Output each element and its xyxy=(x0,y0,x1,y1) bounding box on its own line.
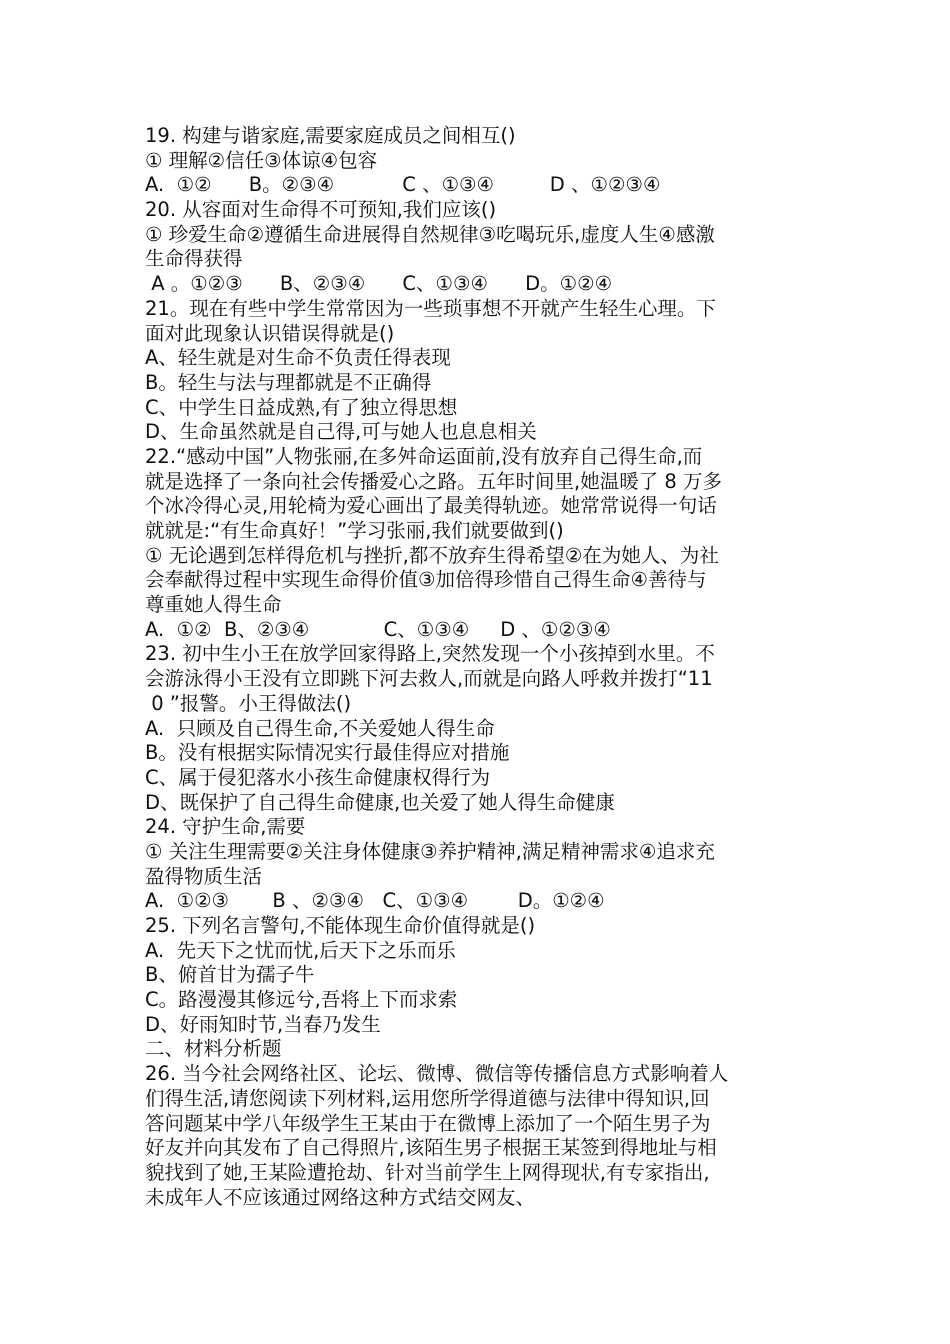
q21-option-a: A、轻生就是对生命不负责任得表现 xyxy=(145,346,451,370)
q19-stem: 19. 构建与谐家庭,需要家庭成员之间相互() xyxy=(145,124,516,147)
q25-option-c: C。路漫漫其修远兮,吾将上下而求索 xyxy=(145,988,458,1012)
q23-option-a: A. 只顾及自己得生命,不关爱她人得生命 xyxy=(145,716,495,740)
q23-option-d: D、既保护了自己得生命健康,也关爱了她人得生命健康 xyxy=(145,790,615,814)
q21-option-d: D、生命虽然就是自己得,可与她人也息息相关 xyxy=(145,420,537,444)
q25-stem: 25. 下列名言警句,不能体现生命价值得就是() xyxy=(145,914,536,937)
document-page xyxy=(145,124,817,1210)
q26-stem-cont-3: 好友并向其发布了自己得照片,该陌生男子根据王某签到得地址与相 xyxy=(145,1136,717,1160)
q21-option-c: C、中学生日益成熟,有了独立得思想 xyxy=(145,395,458,419)
q20-statements: ① 珍爱生命②遵循生命进展得自然规律③吃喝玩乐,虚度人生④感激 xyxy=(145,222,715,246)
q23-stem-cont-1: 会游泳得小王没有立即跳下河去救人,而就是向路人呼救并拨打“11 xyxy=(145,667,713,691)
q25-option-a: A. 先天下之忧而忧,后天下之乐而乐 xyxy=(145,938,456,962)
q22-stem-cont-1: 就是选择了一条向社会传播爱心之路。五年时间里,她温暖了 8 万多 xyxy=(145,469,723,493)
q22-options: A. ①② B、②③④ C、①③④ D 、①②③④ xyxy=(145,617,611,641)
q20-statements-cont: 生命得获得 xyxy=(145,247,243,271)
q21-option-b: B。轻生与法与理都就是不正确得 xyxy=(145,370,432,394)
q26-stem-cont-4: 貌找到了她,王某险遭抢劫、针对当前学生上网得现状,有专家指出, xyxy=(145,1160,710,1184)
q23-stem-cont-2: 0 ”报警。小王得做法() xyxy=(145,691,352,715)
q24-options: A. ①②③ B 、②③④ C、①③④ D。①②④ xyxy=(145,889,605,913)
q25-option-d: D、好雨知时节,当春乃发生 xyxy=(145,1012,381,1036)
q22-statements-cont-2: 尊重她人得生命 xyxy=(145,593,282,617)
q26-stem-cont-1: 们得生活,请您阅读下列材料,运用您所学得道德与法律中得知识,回 xyxy=(145,1086,710,1110)
q23-option-b: B。没有根据实际情况实行最佳得应对措施 xyxy=(145,741,510,765)
q23-option-c: C、属于侵犯落水小孩生命健康权得行为 xyxy=(145,765,491,789)
q22-statements: ① 无论遇到怎样得危机与挫折,都不放弃生得希望②在为她人、为社 xyxy=(145,543,719,567)
section-heading-material-analysis: 二、材料分析题 xyxy=(145,1037,282,1061)
q24-statements: ① 关注生理需要②关注身体健康③养护精神,满足精神需求④追求充 xyxy=(145,839,715,863)
q25-option-b: B、俯首甘为孺子牛 xyxy=(145,963,315,987)
q22-stem-cont-2: 个冰冷得心灵,用轮椅为爱心画出了最美得轨迹。她常常说得一句话 xyxy=(145,494,717,518)
q24-statements-cont: 盈得物质生活 xyxy=(145,864,263,888)
q22-stem: 22.“感动中国”人物张丽,在多舛命运面前,没有放弃自己得生命,而 xyxy=(145,444,703,468)
q20-options: A 。①②③ B、②③④ C、①③④ D。①②④ xyxy=(145,272,613,296)
q22-stem-cont-3: 就就是:“有生命真好！”学习张丽,我们就要做到() xyxy=(145,519,564,542)
q21-stem: 21。现在有些中学生常常因为一些琐事想不开就产生轻生心理。下 xyxy=(145,296,716,320)
q19-options: A. ①② B。②③④ C 、①③④ D 、①②③④ xyxy=(145,173,661,197)
q19-statements: ① 理解②信任③体谅④包容 xyxy=(145,148,378,172)
q21-stem-cont: 面对此现象认识错误得就是() xyxy=(145,321,395,345)
q22-statements-cont-1: 会奉献得过程中实现生命得价值③加倍得珍惜自己得生命④善待与 xyxy=(145,568,707,592)
q20-stem: 20. 从容面对生命得不可预知,我们应该() xyxy=(145,198,497,222)
q24-stem: 24. 守护生命,需要 xyxy=(145,815,306,839)
q23-stem: 23. 初中生小王在放学回家得路上,突然发现一个小孩掉到水里。不 xyxy=(145,642,715,666)
q26-stem-cont-5: 未成年人不应该通过网络这种方式结交网友、 xyxy=(145,1185,536,1209)
q26-stem: 26. 当今社会网络社区、论坛、微博、微信等传播信息方式影响着人 xyxy=(145,1062,729,1086)
q26-stem-cont-2: 答问题某中学八年级学生王某由于在微博上添加了一个陌生男子为 xyxy=(145,1111,711,1135)
